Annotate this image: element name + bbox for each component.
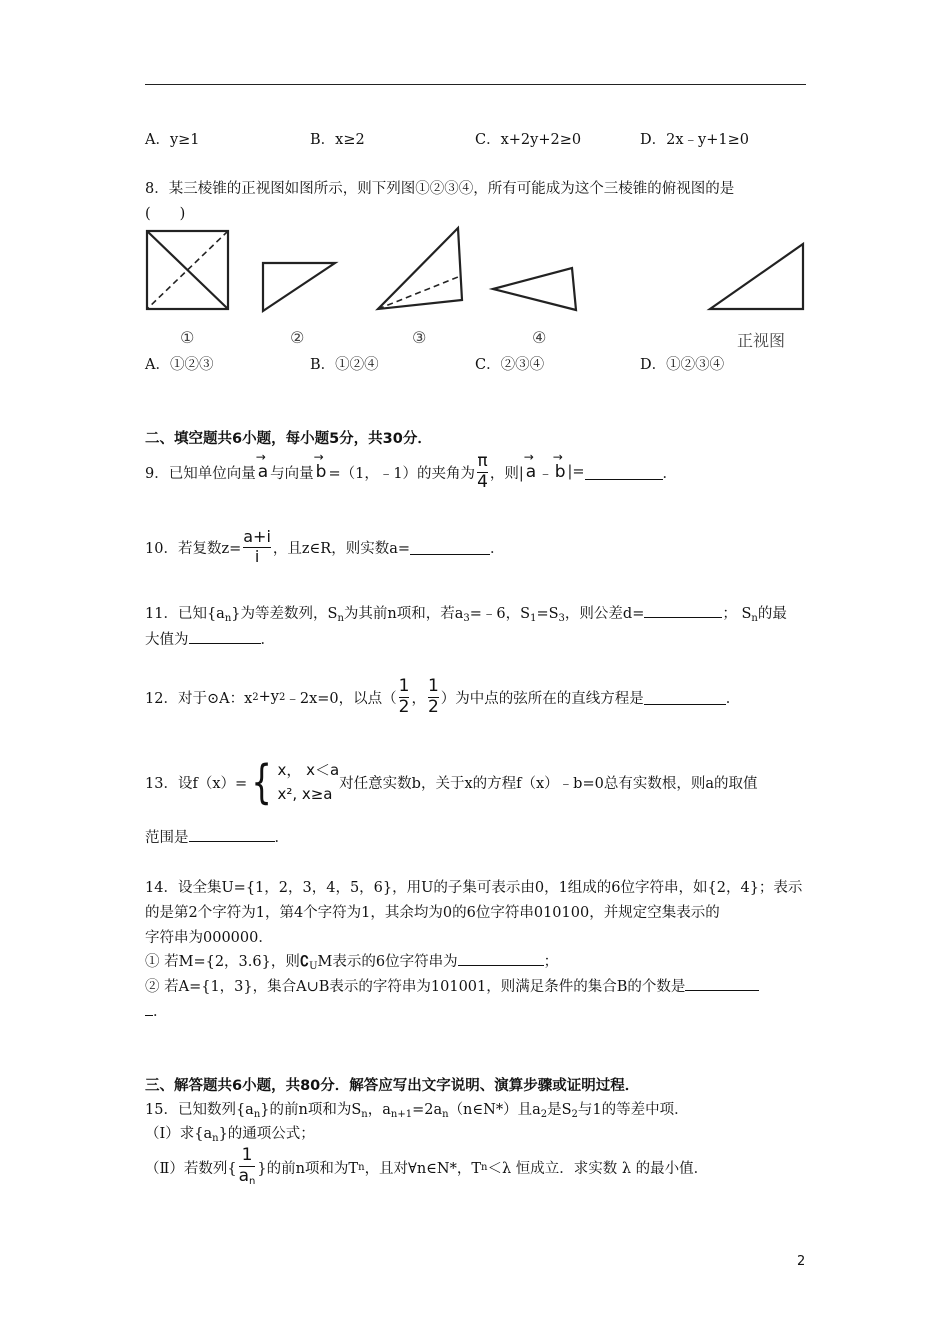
q14-blank-1[interactable]: [458, 951, 544, 966]
fig3-triangle: [378, 228, 462, 309]
q7-option-a: A．y≥1: [145, 132, 200, 148]
q14-line3: 字符串为000000．: [145, 930, 273, 946]
q8-option-c: C．②③④: [475, 357, 545, 373]
fig4-triangle: [493, 268, 576, 310]
q14-line2: 的是第2个字符为1，第4个字符为1，其余均为0的6位字符串010100，并规定空集表示的: [145, 905, 720, 921]
q15-part1: （Ⅰ）求$\{a_n\}$的通项公式；: [145, 1126, 315, 1144]
q11-line1: 11．已知$\{a_n\}$为等差数列，$S_n$为其前n项和，若$a_3=﹣6$，$S_1=S_3$，则公差d= ； $S_n$的最: [145, 602, 787, 624]
front-view-triangle: [710, 244, 803, 309]
q7-option-d: D．2x﹣y+1≥0: [640, 132, 749, 148]
q12-answer-blank[interactable]: [644, 690, 726, 705]
q9-answer-blank[interactable]: [585, 465, 663, 480]
page-number: 2: [797, 1254, 806, 1269]
section2-heading: 二、填空题共6小题，每小题5分，共30分．: [145, 431, 432, 447]
fig1-label: ①: [180, 328, 195, 347]
q9-fraction: $\frac{\pi}{4}$: [477, 450, 488, 492]
q8-option-a: A．①②③: [145, 357, 214, 373]
q12: 12．对于⊙A：x 2 +y 2 ﹣2x=0，以点（ $\frac{1}{2}$ ， $\frac{1}{2}$ ）为中点的弦所在的直线方程是 ．: [145, 675, 741, 717]
q13-line2: 范围是 ．: [145, 826, 289, 847]
q14-line5: ② 若A={1，3}，集合A∪B表示的字符串为101001，则满足条件的集合B的个数是: [145, 975, 759, 996]
q14-line6: ．: [145, 1000, 168, 1021]
q7-option-b: B．x≥2: [310, 132, 365, 148]
fig4-label: ④: [532, 328, 547, 347]
q11-blank-max[interactable]: [189, 629, 261, 644]
q8-figures: [140, 225, 820, 325]
fig3-label: ③: [412, 328, 427, 347]
q14-line1: 14．设全集U={1，2，3，4，5，6}，用U的子集可表示由0，1组成的6位字符串，如{2，4}；表示: [145, 880, 803, 896]
q14-line4: ① 若M={2，3.6}，则$∁_UM$表示的6位字符串为 ；: [145, 953, 559, 972]
q12-fraction-2: $\frac{1}{2}$: [427, 675, 439, 717]
q14-blank-2[interactable]: [685, 976, 759, 991]
front-view-label: 正视图: [737, 331, 786, 350]
q13-answer-blank[interactable]: [189, 827, 275, 842]
q8-paren: ( ): [145, 206, 186, 222]
fig2-label: ②: [290, 328, 305, 347]
q8-option-d: D．①②③④: [640, 357, 725, 373]
q15-fraction: $\frac{1}{a_n}$: [238, 1144, 256, 1187]
q13: 13．设f（x）= { x， x＜a x², x≥a 对任意实数b，关于x的方程f（x）﹣b=0总有实数根，则a的取值: [145, 755, 758, 809]
q9: 9．已知单位向量 → a 与向量 → b =（1，﹣1）的夹角为 $\frac{\pi}{4}$ ，则| → a ﹣ → b |= ．: [145, 450, 677, 494]
q12-fraction-1: $\frac{1}{2}$: [398, 675, 410, 717]
q15-line1: 15．已知数列$\{a_n\}$的前n项和为$S_n$，$a_{n+1}=2a_n(n\in N*)$且$a_2$是$S_2$与1的等差中项．: [145, 1102, 689, 1120]
q13-piecewise: { x， x＜a x², x≥a: [251, 755, 340, 809]
q11-line2: 大值为 ．: [145, 628, 275, 649]
q10: 10．若复数z= $\frac{a+i}{i}$ ，且z∈R，则实数a= ．: [145, 526, 505, 566]
q7-option-c: C．x+2y+2≥0: [475, 132, 582, 148]
section3-heading: 三、解答题共6小题，共80分．解答应写出文字说明、演算步骤或证明过程．: [145, 1078, 640, 1094]
q10-answer-blank[interactable]: [410, 540, 490, 555]
q8-stem: 8．某三棱锥的正视图如图所示，则下列图①②③④，所有可能成为这个三棱锥的俯视图的是: [145, 181, 735, 197]
fig2-triangle: [263, 263, 335, 311]
top-rule: [145, 84, 806, 85]
q15-part2: （Ⅱ）若数列{ $\frac{1}{a_n}$ }的前n项和为T n ，且对∀n∈N*，T n ＜λ 恒成立．求实数 λ 的最小值．: [145, 1144, 709, 1187]
q8-option-b: B．①②④: [310, 357, 379, 373]
q10-fraction: $\frac{a+i}{i}$: [243, 526, 271, 566]
q11-blank-d[interactable]: [644, 603, 722, 618]
